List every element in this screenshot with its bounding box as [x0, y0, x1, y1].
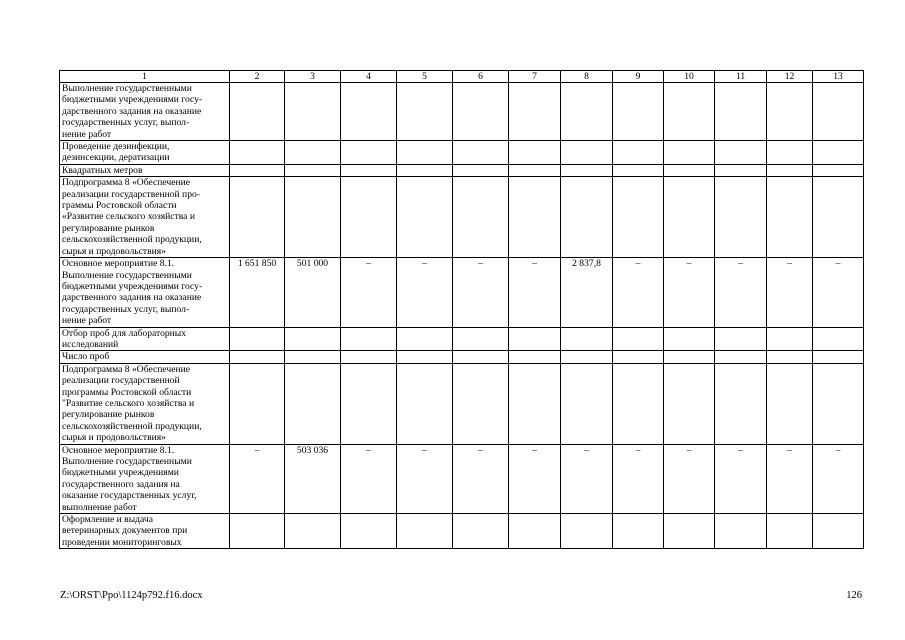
table-cell: –	[341, 258, 397, 327]
row-label-line: сельскохозяйственной продукции,	[62, 234, 202, 246]
table-cell	[561, 83, 613, 141]
row-label-line: бюджетными учреждениями	[62, 467, 179, 479]
table-cell	[453, 514, 509, 549]
table-cell	[715, 327, 767, 351]
row-label-line: нение работ	[62, 128, 112, 140]
table-cell: –	[715, 258, 767, 327]
table-cell	[453, 141, 509, 165]
column-header: 2	[230, 71, 285, 83]
table-cell	[664, 83, 715, 141]
table-row	[60, 83, 864, 141]
table-cell: –	[453, 444, 509, 513]
table-cell	[715, 164, 767, 176]
table-cell	[285, 141, 341, 165]
table-row	[60, 258, 864, 327]
column-header: 7	[509, 71, 561, 83]
table-cell	[230, 351, 285, 363]
table-cell	[813, 164, 864, 176]
table-cell: 501 000	[285, 258, 341, 327]
table-row	[60, 141, 864, 165]
row-label-line: Выполнение государственными	[62, 83, 192, 94]
table-cell	[613, 164, 664, 176]
row-label-line: государственных услуг, выпол-	[62, 303, 190, 315]
table-cell	[715, 83, 767, 141]
table-cell	[613, 141, 664, 165]
column-header: 11	[715, 71, 767, 83]
row-label-line: "Развитие сельского хозяйства и	[62, 397, 195, 409]
table-cell	[813, 363, 864, 444]
table-cell	[664, 164, 715, 176]
table-cell	[509, 164, 561, 176]
table-cell	[561, 164, 613, 176]
table-cell: –	[613, 258, 664, 327]
table-cell	[453, 351, 509, 363]
row-label-line: Квадратных метров	[62, 164, 143, 176]
table-cell: –	[613, 444, 664, 513]
table-cell	[767, 351, 813, 363]
table-cell	[397, 363, 453, 444]
table-cell	[664, 327, 715, 351]
table-cell: –	[561, 444, 613, 513]
row-label-line: бюджетными учреждениями госу-	[62, 94, 203, 106]
table-cell	[230, 83, 285, 141]
table-cell	[285, 164, 341, 176]
table-cell: –	[397, 444, 453, 513]
column-header: 6	[453, 71, 509, 83]
table-cell	[561, 327, 613, 351]
row-label-line: Отбор проб для лабораторных	[62, 327, 187, 339]
table-cell	[285, 514, 341, 549]
row-label	[60, 363, 230, 444]
table-row	[60, 444, 864, 513]
table-cell	[397, 83, 453, 141]
table-cell	[285, 83, 341, 141]
table-cell	[341, 514, 397, 549]
table-cell: –	[664, 258, 715, 327]
column-header: 9	[613, 71, 664, 83]
table-cell	[230, 141, 285, 165]
row-label-line: реализации государственной про-	[62, 188, 200, 200]
table-cell	[509, 327, 561, 351]
row-label-line: регулирование рынков	[62, 409, 155, 421]
table-cell	[285, 363, 341, 444]
row-label-line: ветеринарных документов при	[62, 525, 188, 537]
row-label-line: Проведение дезинфекции,	[62, 141, 170, 153]
table-cell	[767, 141, 813, 165]
table-cell: –	[230, 444, 285, 513]
row-label-line: государственного задания на	[62, 478, 180, 490]
table-cell	[230, 514, 285, 549]
table-cell: 2 837,8	[561, 258, 613, 327]
table-row	[60, 327, 864, 351]
table-row	[60, 164, 864, 176]
row-label-line: «Развитие сельского хозяйства и	[62, 211, 195, 223]
table-cell	[341, 351, 397, 363]
table-cell	[509, 514, 561, 549]
table-cell	[767, 83, 813, 141]
row-label	[60, 164, 230, 176]
table-cell	[813, 83, 864, 141]
column-header: 4	[341, 71, 397, 83]
row-label	[60, 177, 230, 258]
table-cell	[509, 83, 561, 141]
table-cell: –	[813, 258, 864, 327]
table-cell	[509, 141, 561, 165]
row-label-line: Выполнение государственными	[62, 456, 192, 467]
table-cell	[341, 363, 397, 444]
table-row	[60, 363, 864, 444]
table-cell	[813, 177, 864, 258]
table-cell	[767, 164, 813, 176]
column-header: 1	[60, 71, 230, 83]
table-cell	[341, 327, 397, 351]
table-cell	[613, 83, 664, 141]
column-header: 12	[767, 71, 813, 83]
table-cell	[230, 363, 285, 444]
column-header: 13	[813, 71, 864, 83]
table-cell	[813, 141, 864, 165]
row-label-line: Оформление и выдача	[62, 514, 153, 526]
table-cell	[664, 177, 715, 258]
table-cell	[285, 327, 341, 351]
column-header: 5	[397, 71, 453, 83]
table-cell	[613, 327, 664, 351]
column-header: 3	[285, 71, 341, 83]
row-label-line: нение работ	[62, 315, 112, 327]
row-label	[60, 327, 230, 351]
table-cell	[509, 363, 561, 444]
table-cell	[664, 363, 715, 444]
column-header: 10	[664, 71, 715, 83]
footer-file-path: Z:\ORST\Ppo\1124p792.f16.docx	[60, 590, 203, 601]
table-cell: –	[453, 258, 509, 327]
table-cell	[285, 351, 341, 363]
table-cell: 1 651 850	[230, 258, 285, 327]
row-label-line: Подпрограмма 8 «Обеспечение	[62, 177, 190, 189]
row-label-line: Основное мероприятие 8.1.	[62, 258, 175, 270]
table-row	[60, 351, 864, 363]
row-label-line: сырья и продовольствия»	[62, 432, 166, 444]
table-cell	[767, 363, 813, 444]
table-cell	[767, 514, 813, 549]
row-label-line: дарственного задания на оказание	[62, 105, 202, 117]
table-cell	[715, 363, 767, 444]
table-cell	[664, 141, 715, 165]
row-label	[60, 444, 230, 513]
table-cell	[561, 351, 613, 363]
table-cell	[715, 177, 767, 258]
row-label-line: Число проб	[62, 351, 110, 363]
row-label-line: выполнение работ	[62, 501, 137, 513]
table-cell	[341, 164, 397, 176]
table-cell	[613, 177, 664, 258]
row-label-line: сырья и продовольствия»	[62, 245, 166, 257]
row-label-line: Подпрограмма 8 «Обеспечение	[62, 363, 190, 375]
table-cell	[813, 327, 864, 351]
table-cell	[397, 351, 453, 363]
column-header: 8	[561, 71, 613, 83]
table-cell	[341, 83, 397, 141]
table-cell	[453, 363, 509, 444]
table-cell	[767, 327, 813, 351]
table-cell: –	[715, 444, 767, 513]
row-label-line: реализации государственной	[62, 375, 180, 387]
table-cell	[397, 514, 453, 549]
table-cell: –	[509, 258, 561, 327]
table-row	[60, 177, 864, 258]
row-label	[60, 351, 230, 363]
row-label	[60, 514, 230, 549]
table-cell: –	[664, 444, 715, 513]
row-label-line: Выполнение государственными	[62, 269, 192, 281]
table-cell	[285, 177, 341, 258]
table-cell	[453, 164, 509, 176]
table-cell: –	[813, 444, 864, 513]
row-label	[60, 258, 230, 327]
table-cell	[397, 164, 453, 176]
table-cell: –	[341, 444, 397, 513]
table-cell	[397, 141, 453, 165]
row-label-line: программы Ростовской области	[62, 386, 192, 398]
row-label-line: проведении мониторинговых	[62, 536, 182, 548]
table-cell	[813, 514, 864, 549]
footer-page-number: 126	[846, 590, 862, 601]
table-row	[60, 514, 864, 549]
row-label	[60, 83, 230, 141]
table-cell: –	[767, 258, 813, 327]
row-label-line: регулирование рынков	[62, 222, 155, 234]
table-cell	[341, 177, 397, 258]
table-cell	[767, 177, 813, 258]
table-cell	[715, 351, 767, 363]
table-cell	[813, 351, 864, 363]
table-cell: –	[509, 444, 561, 513]
row-label-line: исследований	[62, 338, 119, 350]
row-label	[60, 141, 230, 165]
table-cell	[715, 141, 767, 165]
table-cell	[341, 141, 397, 165]
table-cell	[230, 164, 285, 176]
table-cell	[613, 363, 664, 444]
table-cell	[561, 363, 613, 444]
row-label-line: граммы Ростовской области	[62, 200, 177, 212]
table-cell	[715, 514, 767, 549]
table-cell	[561, 514, 613, 549]
table-cell	[561, 177, 613, 258]
data-table	[59, 70, 864, 549]
table-cell	[453, 83, 509, 141]
table-cell	[397, 327, 453, 351]
table-cell: 503 036	[285, 444, 341, 513]
table-cell	[561, 141, 613, 165]
table-header-row	[60, 71, 864, 83]
row-label-line: оказание государственных услуг,	[62, 490, 197, 502]
row-label-line: дезинсекции, дератизации	[62, 152, 170, 164]
table-cell	[613, 351, 664, 363]
row-label-line: государственных услуг, выпол-	[62, 117, 190, 129]
row-label-line: сельскохозяйственной продукции,	[62, 420, 202, 432]
table-cell	[453, 177, 509, 258]
row-label-line: бюджетными учреждениями госу-	[62, 280, 203, 292]
table-cell: –	[767, 444, 813, 513]
table-cell	[230, 327, 285, 351]
table-cell	[509, 351, 561, 363]
row-label-line: дарственного задания на оказание	[62, 292, 202, 304]
table-cell	[664, 514, 715, 549]
table-cell	[453, 327, 509, 351]
row-label-line: Основное мероприятие 8.1.	[62, 444, 175, 456]
table-cell	[509, 177, 561, 258]
table-cell: –	[397, 258, 453, 327]
table-cell	[664, 351, 715, 363]
table-cell	[230, 177, 285, 258]
table-cell	[613, 514, 664, 549]
table-cell	[397, 177, 453, 258]
